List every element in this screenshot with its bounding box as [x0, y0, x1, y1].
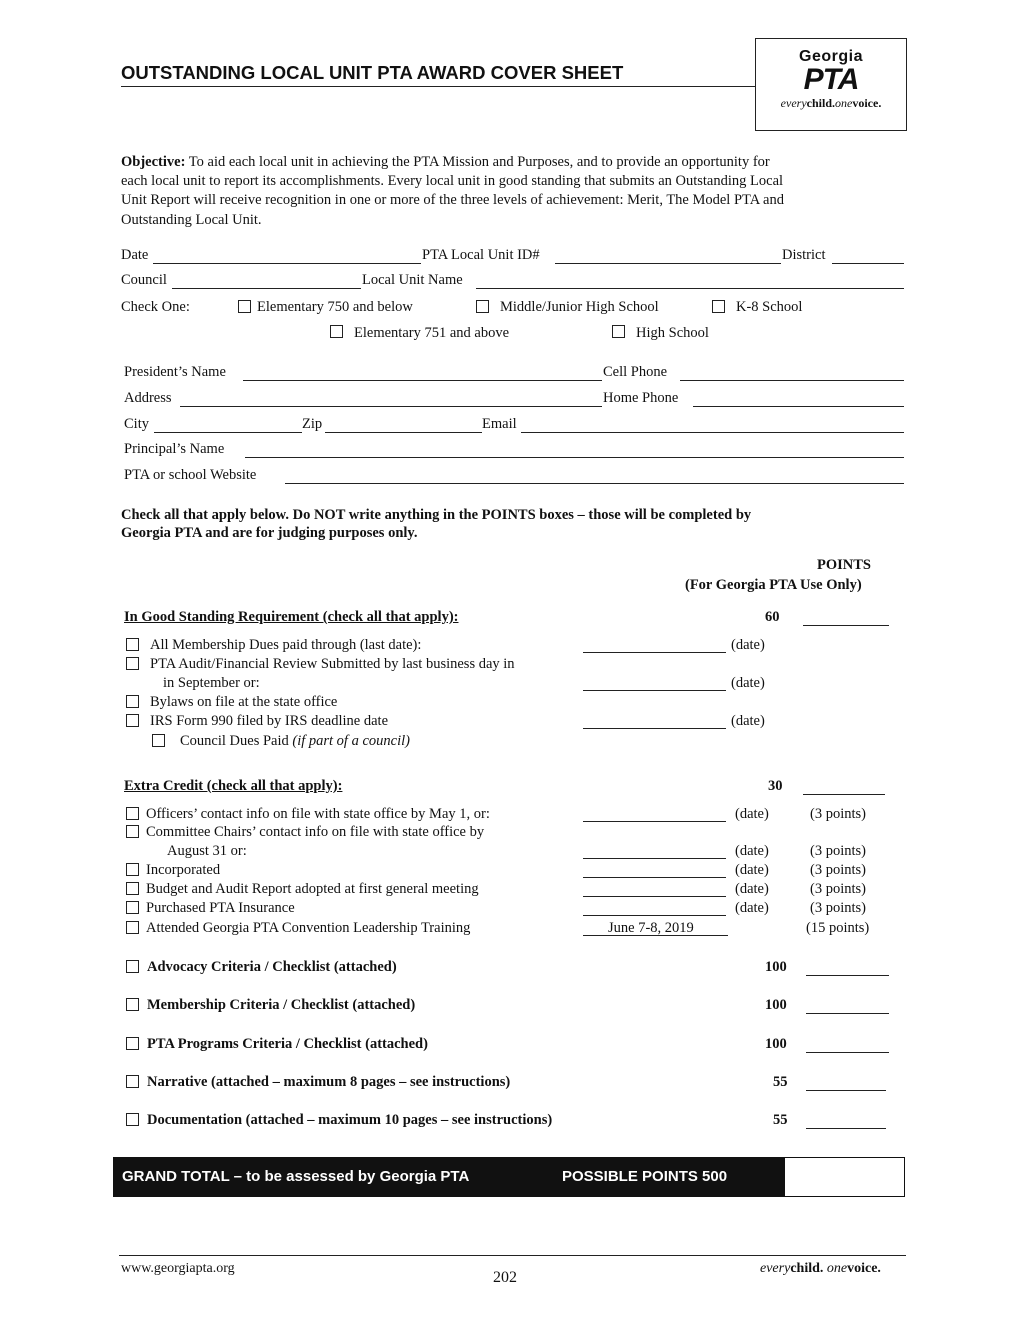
president-field[interactable]	[243, 380, 602, 381]
home-phone-label: Home Phone	[603, 390, 679, 406]
criteria-programs-points: 100	[765, 1036, 787, 1052]
budget-date-label: (date)	[735, 881, 769, 897]
home-phone-field[interactable]	[693, 406, 904, 407]
criteria-narrative: Narrative (attached – maximum 8 pages – see instructions)	[147, 1074, 511, 1090]
instructions-line2: Georgia PTA and are for judging purposes only.	[121, 525, 418, 541]
dues-date-label: (date)	[731, 637, 765, 653]
chairs-date-label: (date)	[735, 843, 769, 859]
address-label: Address	[124, 390, 172, 406]
option-middle-school: Middle/Junior High School	[500, 299, 659, 315]
item-audit-a: PTA Audit/Financial Review Submitted by last business day in	[150, 656, 515, 672]
page-number: 202	[493, 1269, 517, 1286]
objective-line4: Outstanding Local Unit.	[121, 212, 262, 228]
checkbox-advocacy[interactable]	[126, 960, 139, 973]
dues-date-field[interactable]	[583, 652, 726, 653]
georgia-pta-logo: Georgia PTA everychild.onevoice.	[755, 38, 907, 131]
title-underline	[121, 86, 755, 87]
documentation-points-box	[806, 1128, 886, 1129]
points-heading: POINTS	[817, 557, 871, 573]
check-one-label: Check One:	[121, 299, 190, 315]
district-label: District	[782, 247, 826, 263]
criteria-membership: Membership Criteria / Checklist (attached)	[147, 997, 416, 1013]
officers-points: (3 points)	[810, 806, 866, 822]
good-standing-points-box	[803, 625, 889, 626]
criteria-narrative-points: 55	[773, 1074, 788, 1090]
checkbox-incorporated[interactable]	[126, 863, 139, 876]
checkbox-council-dues[interactable]	[152, 734, 165, 747]
item-chairs-b: August 31 or:	[167, 843, 247, 859]
item-bylaws: Bylaws on file at the state office	[150, 694, 338, 710]
extra-credit-points-box	[803, 794, 885, 795]
page-title: OUTSTANDING LOCAL UNIT PTA AWARD COVER SHEET	[121, 62, 624, 83]
objective-line2: each local unit to report its accomplishments. Every local unit in good standing that submits an Outstanding Local	[121, 173, 784, 189]
convention-date-value: June 7-8, 2019	[608, 920, 694, 936]
option-high-school: High School	[636, 325, 709, 341]
president-label: President’s Name	[124, 364, 226, 380]
footer-website: www.georgiapta.org	[121, 1261, 235, 1276]
criteria-programs: PTA Programs Criteria / Checklist (attached)	[147, 1036, 428, 1052]
website-label: PTA or school Website	[124, 467, 257, 483]
irs-date-label: (date)	[731, 713, 765, 729]
item-convention: Attended Georgia PTA Convention Leadership Training	[146, 920, 471, 936]
city-field[interactable]	[154, 432, 302, 433]
checkbox-insurance[interactable]	[126, 901, 139, 914]
council-field[interactable]	[172, 288, 361, 289]
grand-total-bar	[113, 1157, 905, 1197]
cell-phone-label: Cell Phone	[603, 364, 668, 380]
unit-id-field[interactable]	[555, 263, 781, 264]
district-field[interactable]	[832, 263, 904, 264]
irs-date-field[interactable]	[583, 728, 726, 729]
points-subheading: (For Georgia PTA Use Only)	[685, 577, 862, 593]
possible-points-label: POSSIBLE POINTS 500	[562, 1168, 728, 1185]
principal-field[interactable]	[245, 457, 904, 458]
checkbox-middle-school[interactable]	[476, 300, 489, 313]
principal-label: Principal’s Name	[124, 441, 225, 457]
good-standing-points: 60	[765, 609, 780, 625]
zip-label: Zip	[302, 416, 323, 432]
cell-phone-field[interactable]	[680, 380, 904, 381]
item-officers: Officers’ contact info on file with state office by May 1, or:	[146, 806, 490, 822]
item-audit-b: in September or:	[163, 675, 260, 691]
email-label: Email	[482, 416, 517, 432]
budget-date-field[interactable]	[583, 896, 726, 897]
extra-credit-heading: Extra Credit (check all that apply):	[124, 778, 343, 794]
grand-total-box	[785, 1158, 904, 1196]
convention-date-field	[583, 935, 728, 936]
checkbox-programs[interactable]	[126, 1037, 139, 1050]
footer-rule	[119, 1255, 906, 1256]
address-field[interactable]	[180, 406, 602, 407]
checkbox-documentation[interactable]	[126, 1113, 139, 1126]
checkbox-audit[interactable]	[126, 657, 139, 670]
good-standing-heading: In Good Standing Requirement (check all that apply):	[124, 609, 459, 625]
unit-id-label: PTA Local Unit ID#	[422, 247, 540, 263]
item-council-dues: Council Dues Paid (if part of a council)	[180, 733, 410, 749]
checkbox-dues[interactable]	[126, 638, 139, 651]
checkbox-irs[interactable]	[126, 714, 139, 727]
website-field[interactable]	[285, 483, 904, 484]
item-budget: Budget and Audit Report adopted at first general meeting	[146, 881, 479, 897]
checkbox-narrative[interactable]	[126, 1075, 139, 1088]
audit-date-field[interactable]	[583, 690, 726, 691]
checkbox-budget[interactable]	[126, 882, 139, 895]
criteria-documentation-points: 55	[773, 1112, 788, 1128]
option-elementary-750: Elementary 750 and below	[257, 299, 413, 315]
narrative-points-box	[806, 1090, 886, 1091]
objective-line3: Unit Report will receive recognition in one or more of the three levels of achievement: Merit, The Model PTA and	[121, 192, 784, 208]
insurance-points: (3 points)	[810, 900, 866, 916]
city-label: City	[124, 416, 149, 432]
advocacy-points-box	[806, 975, 889, 976]
extra-credit-points: 30	[768, 778, 783, 794]
criteria-advocacy: Advocacy Criteria / Checklist (attached)	[147, 959, 397, 975]
insurance-date-field[interactable]	[583, 915, 726, 916]
criteria-advocacy-points: 100	[765, 959, 787, 975]
local-unit-name-field[interactable]	[476, 288, 904, 289]
membership-points-box	[806, 1013, 889, 1014]
footer-tagline: everychild. onevoice.	[760, 1261, 881, 1276]
checkbox-k8-school[interactable]	[712, 300, 725, 313]
objective-line1: Objective: To aid each local unit in achieving the PTA Mission and Purposes, and to provide an opportunity for	[121, 154, 770, 170]
checkbox-chairs[interactable]	[126, 825, 139, 838]
criteria-membership-points: 100	[765, 997, 787, 1013]
checkbox-bylaws[interactable]	[126, 695, 139, 708]
checkbox-high-school[interactable]	[612, 325, 625, 338]
grand-total-label: GRAND TOTAL – to be assessed by Georgia PTA	[122, 1168, 470, 1185]
convention-points: (15 points)	[806, 920, 870, 936]
date-field[interactable]	[153, 263, 421, 264]
item-dues: All Membership Dues paid through (last date):	[150, 637, 422, 653]
email-field[interactable]	[521, 432, 904, 433]
option-k8-school: K-8 School	[736, 299, 803, 315]
checkbox-elementary-750[interactable]	[238, 300, 251, 313]
item-irs: IRS Form 990 filed by IRS deadline date	[150, 713, 389, 729]
audit-date-label: (date)	[731, 675, 765, 691]
item-incorporated: Incorporated	[146, 862, 221, 878]
chairs-points: (3 points)	[810, 843, 866, 859]
zip-field[interactable]	[325, 432, 482, 433]
checkbox-membership[interactable]	[126, 998, 139, 1011]
officers-date-label: (date)	[735, 806, 769, 822]
checkbox-elementary-751[interactable]	[330, 325, 343, 338]
incorporated-points: (3 points)	[810, 862, 866, 878]
checkbox-convention[interactable]	[126, 921, 139, 934]
insurance-date-label: (date)	[735, 900, 769, 916]
local-unit-name-label: Local Unit Name	[362, 272, 463, 288]
programs-points-box	[806, 1052, 889, 1053]
date-label: Date	[121, 247, 149, 263]
item-insurance: Purchased PTA Insurance	[146, 900, 295, 916]
criteria-documentation: Documentation (attached – maximum 10 pages – see instructions)	[147, 1112, 553, 1128]
budget-points: (3 points)	[810, 881, 866, 897]
incorporated-date-label: (date)	[735, 862, 769, 878]
incorporated-date-field[interactable]	[583, 877, 726, 878]
option-elementary-751: Elementary 751 and above	[354, 325, 510, 341]
council-label: Council	[121, 272, 167, 288]
instructions-line1: Check all that apply below. Do NOT write anything in the POINTS boxes – those will be completed by	[121, 507, 752, 523]
chairs-date-field[interactable]	[583, 858, 726, 859]
checkbox-officers[interactable]	[126, 807, 139, 820]
item-chairs-a: Committee Chairs’ contact info on file with state office by	[146, 824, 485, 840]
officers-date-field[interactable]	[583, 821, 726, 822]
